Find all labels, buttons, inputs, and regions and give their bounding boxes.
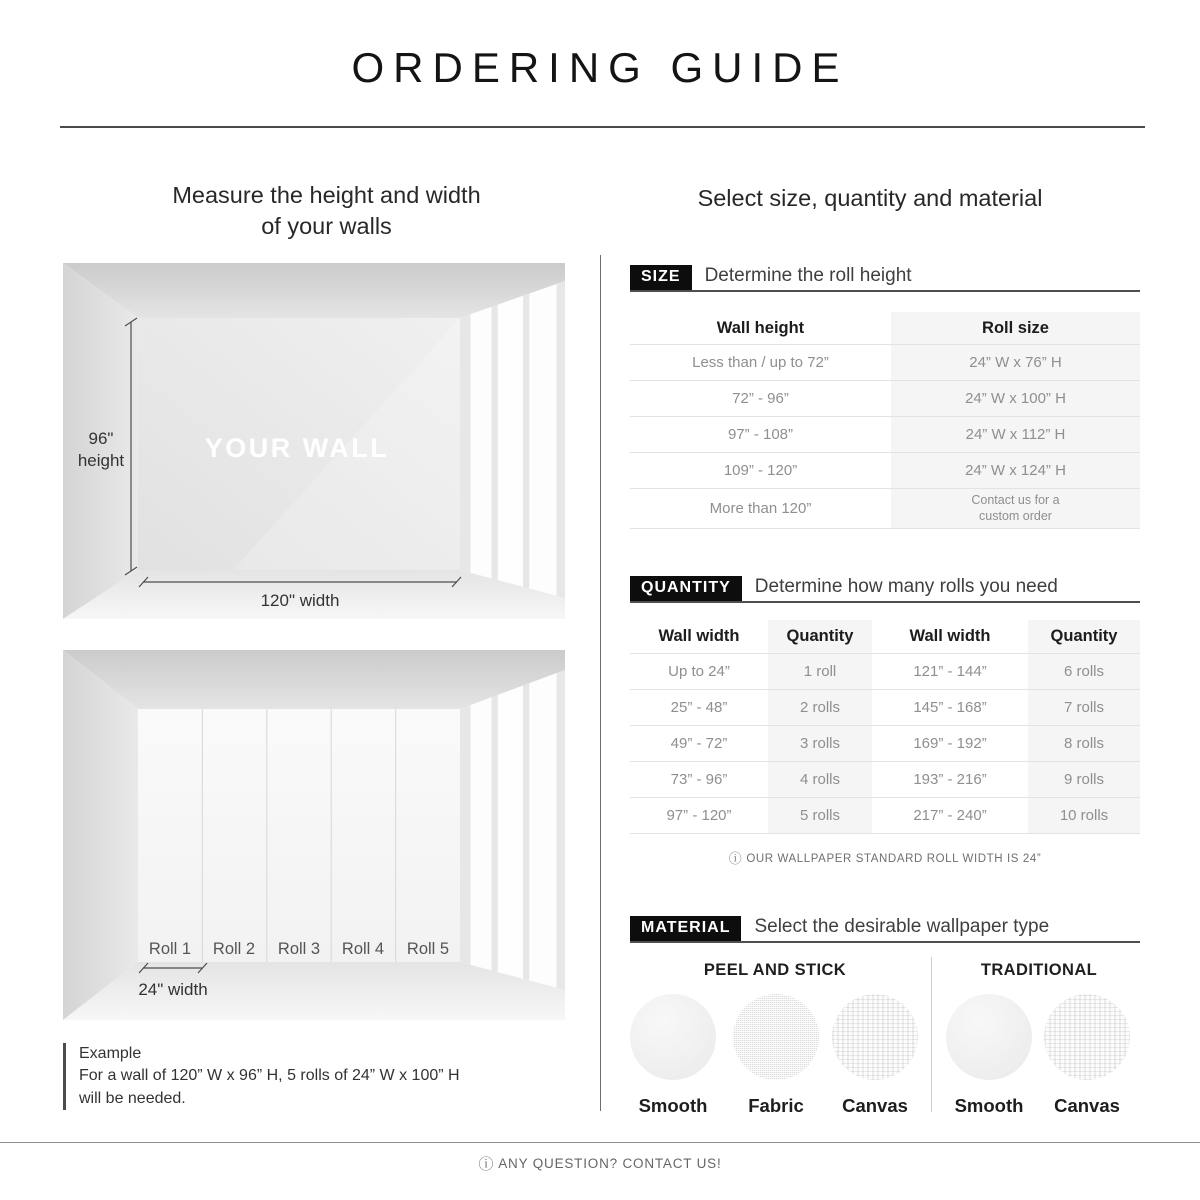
size-row-wall: 72” - 96” (630, 381, 891, 417)
size-section-header (630, 262, 1140, 292)
size-row-roll: 24” W x 112” H (891, 417, 1140, 453)
qty-cell: 7 rolls (1028, 690, 1140, 726)
qty-cell: 6 rolls (1028, 654, 1140, 690)
your-wall-label: YOUR WALL (204, 433, 390, 463)
qty-cell: 121” - 144” (872, 654, 1028, 690)
footer-contact (0, 1153, 1200, 1174)
quantity-badge: QUANTITY (630, 576, 742, 601)
material-badge: MATERIAL (630, 916, 741, 941)
size-row-wall: 97” - 108” (630, 417, 891, 453)
size-subtitle: Determine the roll height (704, 265, 912, 286)
size-col-roll-size: Roll size (891, 312, 1140, 345)
roll-width-dimension-label: 24" width (138, 980, 208, 999)
swatch-label-canvas-trad: Canvas (1054, 1095, 1120, 1116)
quantity-subtitle: Determine how many rolls you need (754, 576, 1058, 597)
left-heading-line2: of your walls (261, 213, 392, 240)
qty-cell: 73” - 96” (630, 762, 768, 798)
left-heading-line1: Measure the height and width (172, 182, 481, 208)
title-divider (60, 126, 1145, 128)
roll-5-label: Roll 5 (406, 940, 450, 958)
swatch-label-smooth: Smooth (638, 1095, 708, 1116)
swatch-traditional-canvas (1044, 994, 1130, 1080)
height-value: 96" (88, 429, 114, 448)
material-subtitle: Select the desirable wallpaper type (754, 916, 1050, 937)
wall-width-dimension-label: 120" width (260, 591, 340, 610)
example-line2: will be needed. (79, 1089, 186, 1107)
traditional-group-title: TRADITIONAL (980, 961, 1098, 979)
size-table (630, 312, 1140, 529)
qty-cell: 217” - 240” (872, 798, 1028, 834)
peel-and-stick-group-title: PEEL AND STICK (703, 961, 847, 979)
example-note (63, 1043, 583, 1110)
qty-cell: 3 rolls (768, 726, 872, 762)
qty-cell: 169” - 192” (872, 726, 1028, 762)
qty-col-wall-width-2: Wall width (872, 620, 1028, 654)
size-row-roll: Contact us for a custom order (891, 489, 1140, 529)
qty-cell: Up to 24” (630, 654, 768, 690)
quantity-section-header (630, 573, 1140, 603)
qty-cell: 2 rolls (768, 690, 872, 726)
qty-cell: 193” - 216” (872, 762, 1028, 798)
size-row-roll: 24” W x 76” H (891, 345, 1140, 381)
left-section-heading (63, 180, 590, 242)
example-title: Example (79, 1045, 142, 1062)
size-row-roll: 24” W x 100” H (891, 381, 1140, 417)
qty-cell: 97” - 120” (630, 798, 768, 834)
info-icon: ⓘ (728, 851, 743, 866)
qty-cell: 10 rolls (1028, 798, 1140, 834)
info-icon: ⓘ (478, 1156, 495, 1173)
footer-contact-text: ANY QUESTION? CONTACT US! (498, 1156, 722, 1171)
qty-cell: 9 rolls (1028, 762, 1140, 798)
page-title: ORDERING GUIDE (351, 44, 849, 91)
column-divider (600, 255, 601, 1111)
right-section-heading: Select size, quantity and material (697, 185, 1043, 211)
qty-col-wall-width-1: Wall width (630, 620, 768, 654)
room2-graphic (63, 650, 565, 1020)
qty-cell: 145” - 168” (872, 690, 1028, 726)
swatch-label-smooth-trad: Smooth (954, 1095, 1024, 1116)
material-section-header (630, 913, 1140, 943)
roll-width-note-text: OUR WALLPAPER STANDARD ROLL WIDTH IS 24” (746, 853, 1042, 865)
roll-width-note (630, 848, 1140, 867)
room-illustration-rolls (63, 650, 565, 1020)
size-row-wall: More than 120” (630, 489, 891, 529)
footer-divider (0, 1142, 1200, 1143)
swatch-traditional-smooth (946, 994, 1032, 1080)
size-row-roll: 24” W x 124” H (891, 453, 1140, 489)
room-illustration-measure (63, 263, 565, 619)
wall-height-dimension-label (65, 428, 137, 472)
qty-cell: 25” - 48” (630, 690, 768, 726)
roll-4-label: Roll 4 (341, 940, 385, 958)
qty-col-quantity-1: Quantity (768, 620, 872, 654)
size-col-wall-height: Wall height (630, 312, 891, 345)
qty-cell: 1 roll (768, 654, 872, 690)
height-word: height (77, 451, 125, 471)
qty-cell: 5 rolls (768, 798, 872, 834)
size-row-wall: 109” - 120” (630, 453, 891, 489)
roll-2-label: Roll 2 (212, 940, 256, 958)
qty-cell: 4 rolls (768, 762, 872, 798)
size-badge: SIZE (630, 265, 692, 290)
swatch-peel-fabric (733, 994, 819, 1080)
roll-1-label: Roll 1 (148, 940, 192, 958)
swatch-label-fabric: Fabric (748, 1095, 804, 1116)
qty-cell: 49” - 72” (630, 726, 768, 762)
qty-cell: 8 rolls (1028, 726, 1140, 762)
qty-col-quantity-2: Quantity (1028, 620, 1140, 654)
swatch-peel-smooth (630, 994, 716, 1080)
quantity-table (630, 620, 1140, 834)
material-group-divider (931, 957, 932, 1112)
swatch-label-canvas: Canvas (842, 1095, 908, 1116)
roll-3-label: Roll 3 (277, 940, 321, 958)
swatch-peel-canvas (832, 994, 918, 1080)
example-line1: For a wall of 120” W x 96” H, 5 rolls of 24” W x 100” H (79, 1067, 460, 1085)
size-row-wall: Less than / up to 72” (630, 345, 891, 381)
